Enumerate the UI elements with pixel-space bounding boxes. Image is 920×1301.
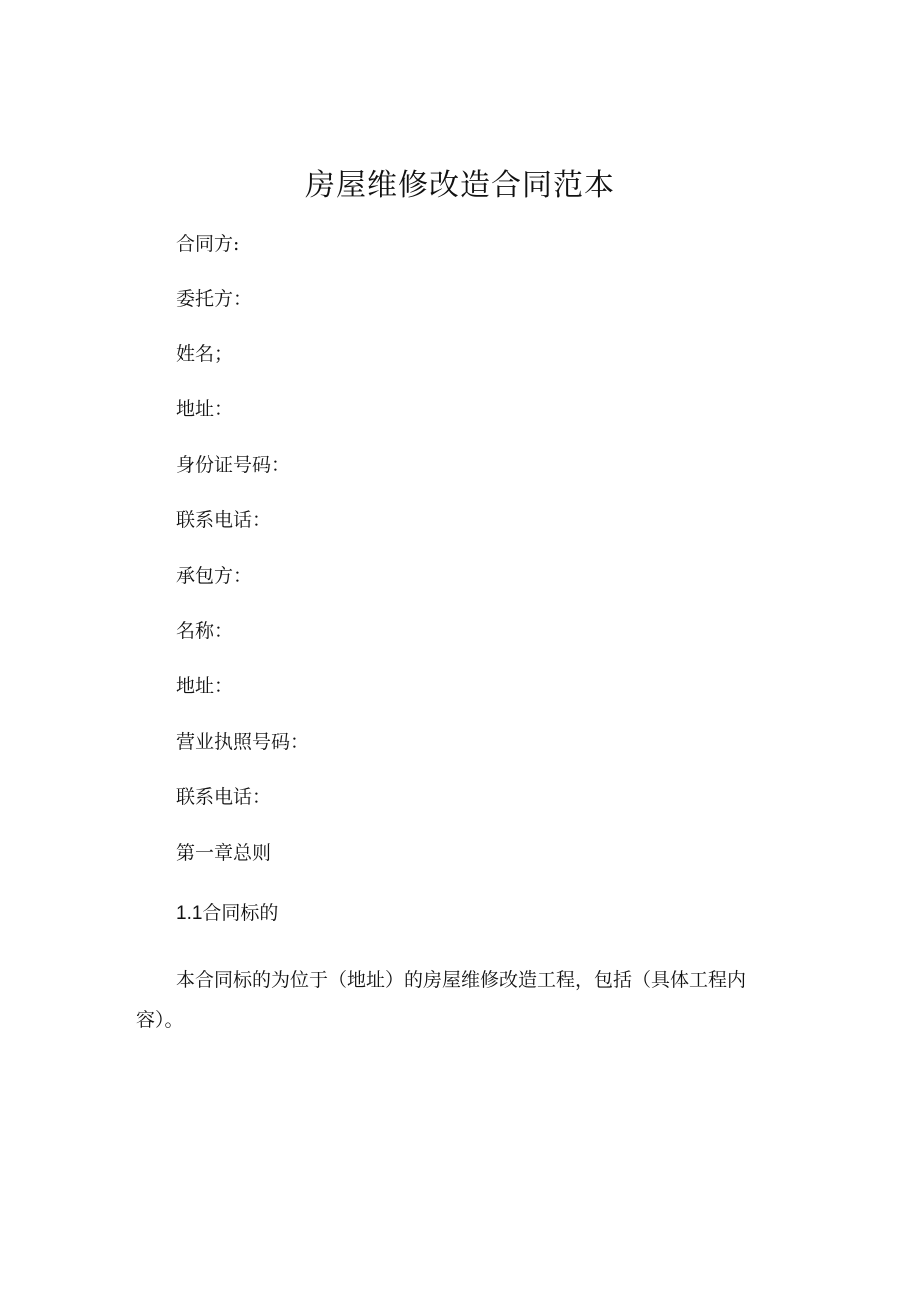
field-client-id-number: 身份证号码： (176, 454, 291, 476)
field-contractor-address: 地址： (176, 675, 234, 697)
field-client-name: 姓名； (176, 343, 234, 365)
field-contractor-license-number: 营业执照号码： (176, 731, 310, 753)
field-client-address: 地址： (176, 398, 234, 420)
field-client-phone: 联系电话： (176, 509, 272, 531)
field-client: 委托方： (176, 288, 253, 310)
section-heading (176, 900, 278, 927)
chapter-heading: 第一章总则 (176, 842, 272, 864)
field-contract-parties: 合同方: (176, 233, 240, 255)
document-title: 房屋维修改造合同范本 (305, 168, 615, 203)
body-paragraph: 本合同标的为位于（地址）的房屋维修改造工程，包括（具体工程内容）。 (136, 969, 747, 1031)
field-contractor-phone: 联系电话： (176, 786, 272, 808)
section-number: 1.1 (176, 903, 203, 924)
section-title: 合同标的 (202, 902, 279, 924)
field-contractor-name: 名称： (176, 620, 234, 642)
field-contractor: 承包方： (176, 565, 253, 587)
